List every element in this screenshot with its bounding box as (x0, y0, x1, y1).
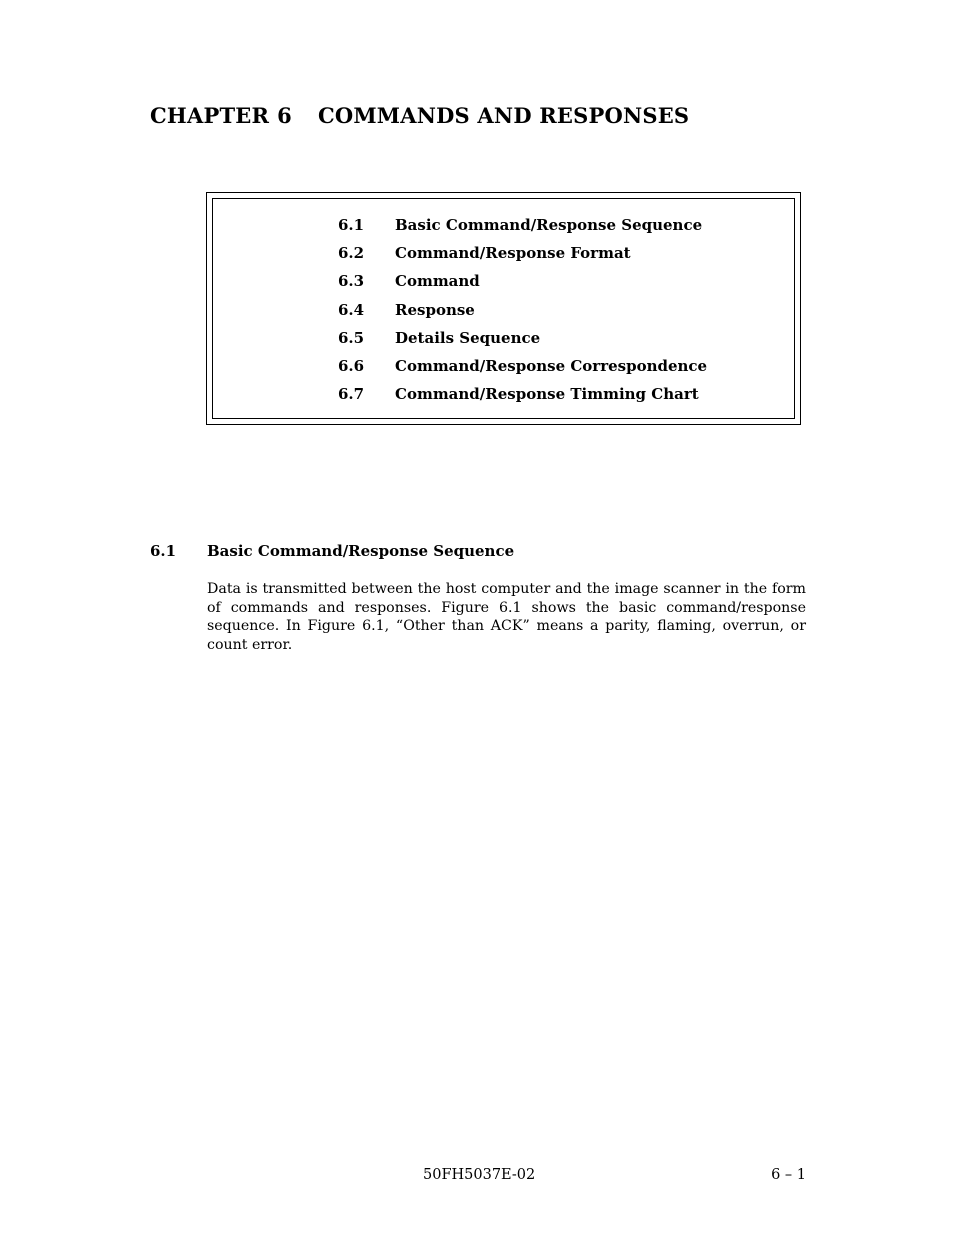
toc-item-title: Response (395, 300, 475, 319)
toc-item-number: 6.7 (338, 385, 365, 404)
toc-item-title: Command (395, 272, 480, 291)
toc-item[interactable] (338, 357, 707, 385)
toc-item-number: 6.2 (338, 244, 365, 263)
toc-inner-frame (212, 198, 795, 419)
toc-item-title: Basic Command/Response Sequence (395, 216, 703, 234)
section-heading (150, 542, 514, 560)
toc-item-number: 6.1 (338, 216, 365, 234)
toc-item[interactable] (338, 385, 707, 413)
toc-item[interactable] (338, 272, 707, 300)
toc-item[interactable] (338, 329, 707, 357)
toc-item[interactable] (338, 216, 707, 244)
footer-document-id: 50FH5037E-02 (423, 1167, 536, 1183)
toc-item-title: Details Sequence (395, 328, 541, 347)
section-title: Basic Command/Response Sequence (207, 542, 515, 560)
chapter-label: CHAPTER (150, 103, 270, 128)
toc-list (338, 216, 707, 413)
footer-page-number: 6 – 1 (771, 1167, 806, 1183)
toc-item-number: 6.6 (338, 356, 365, 375)
section-body-paragraph: Data is transmitted between the host computer and the image scanner in the form of commands and responses. Figure 6.1 shows the basic command/response sequence. In Figure 6.1, “Other than ACK” means a parity, flaming, overrun, or count error. (207, 581, 806, 654)
toc-item-title: Command/Response Timming Chart (395, 385, 699, 404)
toc-item-title: Command/Response Format (395, 244, 631, 263)
chapter-number: 6 (277, 103, 292, 128)
chapter-title (150, 103, 689, 128)
section-number: 6.1 (150, 542, 177, 560)
chapter-name: COMMANDS AND RESPONSES (317, 103, 690, 128)
toc-item[interactable] (338, 301, 707, 329)
toc-item-title: Command/Response Correspondence (395, 356, 708, 375)
toc-item-number: 6.3 (338, 272, 365, 291)
toc-box (206, 192, 801, 425)
toc-item-number: 6.5 (338, 328, 365, 347)
toc-item-number: 6.4 (338, 300, 365, 319)
toc-item[interactable] (338, 244, 707, 272)
